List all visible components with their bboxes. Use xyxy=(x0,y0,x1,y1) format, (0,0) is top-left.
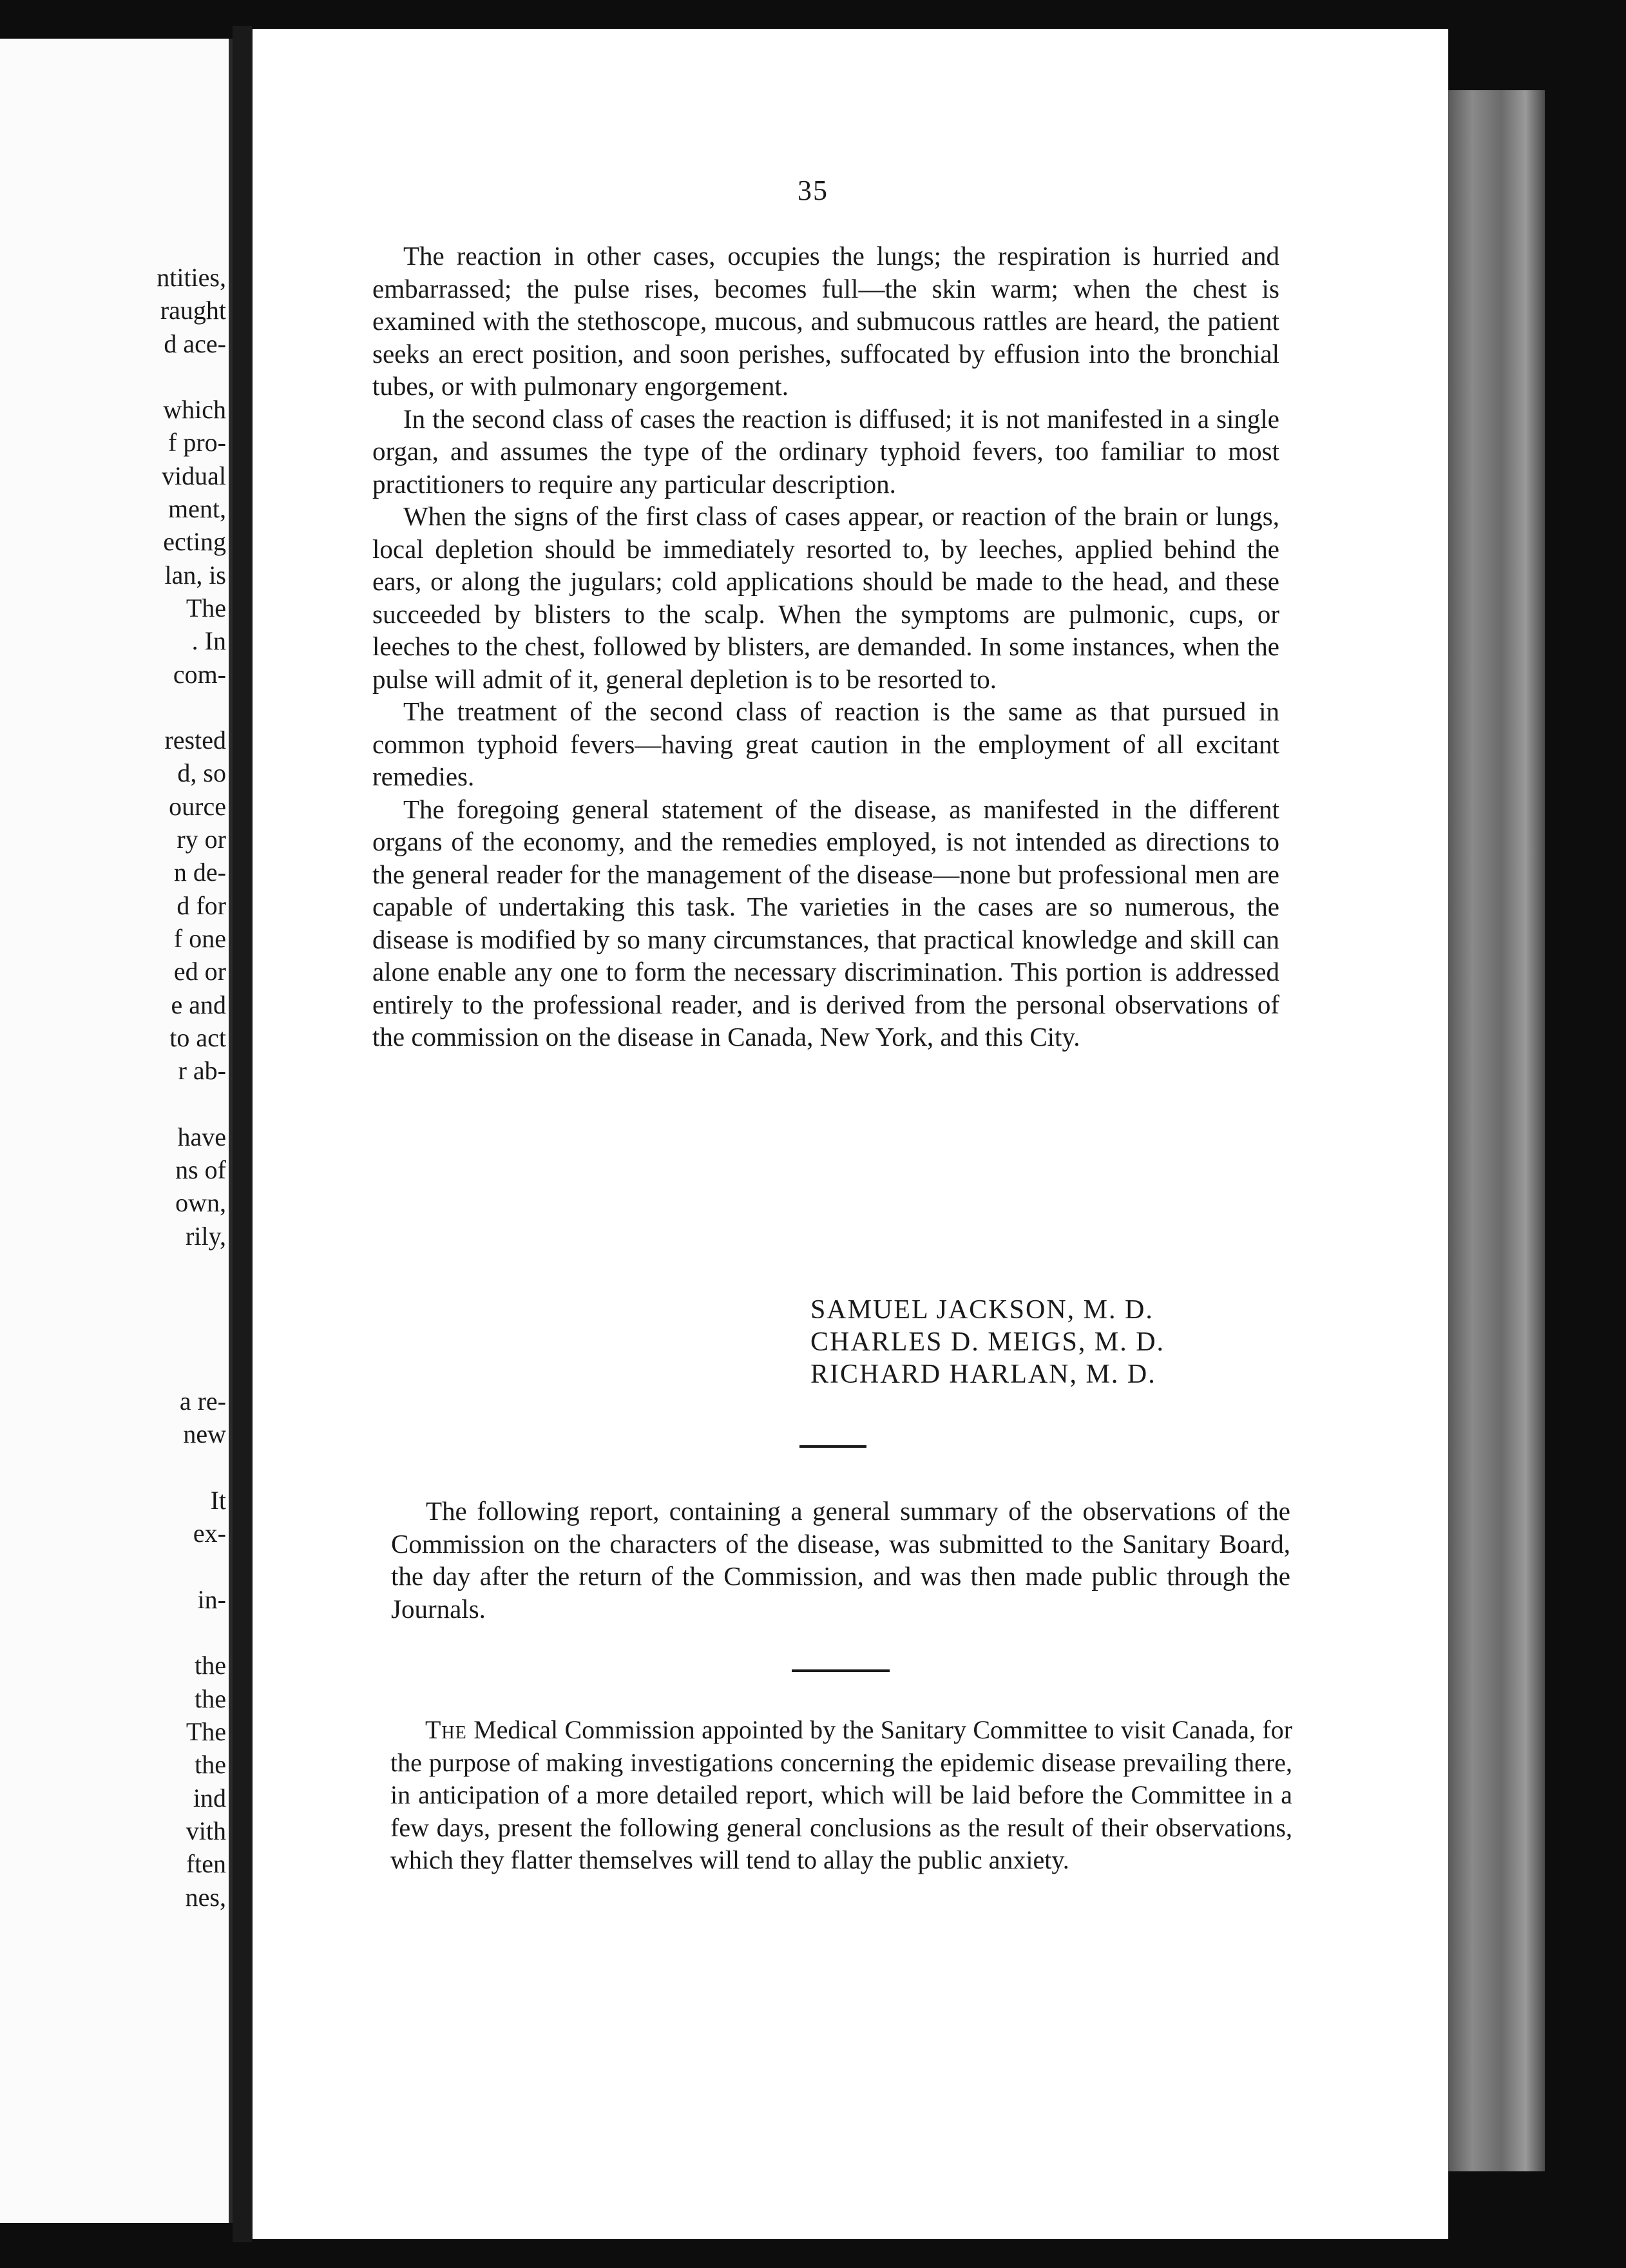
fragment-line: f one xyxy=(173,923,226,953)
fragment-line: ns of xyxy=(175,1155,226,1185)
fragment-line xyxy=(14,1285,226,1318)
commission-paragraph xyxy=(390,1714,1292,1877)
fragment-line: The xyxy=(186,593,226,622)
signature-block xyxy=(810,1294,1326,1390)
fragment-line: d, so xyxy=(177,758,226,788)
fragment-line: n de- xyxy=(173,858,226,887)
page-gutter xyxy=(233,26,252,2242)
fragment-line xyxy=(14,1616,226,1649)
paragraph: The treatment of the second class of reaction is the same as that pursued in common typhoid fevers—having great caution in the employment of all excitant remedies. xyxy=(372,697,1279,791)
signatory-name: SAMUEL JACKSON, M. D. xyxy=(810,1295,1154,1325)
fragment-line: ind xyxy=(193,1783,226,1812)
signatory-name: RICHARD HARLAN, M. D. xyxy=(810,1360,1156,1389)
fragment-line: a re- xyxy=(179,1387,226,1416)
paragraph: The foregoing general statement of the disease, as manifested in the different organs of the economy, and the remedies employed, is not intended as directions to the general reader for the management of the disease—none but professional men are capable of undertaking this task. The varieties in the cases are so numerous, the disease is modified by so many circumstances, that practical knowledge and skill can alone enable any one to form the necessary discrimination. This portion is addressed entirely to the professional reader, and is derived from the personal observations of the commission on the disease in Canada, New York, and this City. xyxy=(372,794,1279,1052)
fragment-line xyxy=(14,1253,226,1285)
commission-statement xyxy=(390,1714,1292,1877)
fragment-line: ntities, xyxy=(157,263,226,292)
fragment-line: vith xyxy=(186,1816,226,1845)
fragment-line: ex- xyxy=(193,1519,226,1548)
fragment-line: new xyxy=(183,1419,226,1449)
body-text xyxy=(372,240,1279,1053)
fragment-line: The xyxy=(186,1717,226,1747)
fragment-line: nes, xyxy=(185,1882,226,1912)
fragment-line: lan, is xyxy=(164,560,226,590)
fragment-line xyxy=(14,1550,226,1583)
fragment-line: raught xyxy=(160,296,226,325)
paragraph: The reaction in other cases, occupies the lungs; the respiration is hurried and embarrassed; the pulse rises, becomes full—the skin warm; when the chest is examined with the stethoscope, mucous, and submucous rattles are heard, the patient seeks an erect position, and soon perishes, suffocated by effusion into the bronchial tubes, or with pulmonary engorgement. xyxy=(372,241,1279,401)
fragment-line xyxy=(14,1319,226,1352)
fragment-line xyxy=(14,360,226,393)
fragment-line: ed or xyxy=(173,957,226,986)
page-edges xyxy=(1448,90,1545,2171)
fragment-line xyxy=(14,1352,226,1385)
fragment-line: com- xyxy=(173,659,226,689)
fragment-line xyxy=(14,1087,226,1120)
lead-word: The xyxy=(425,1715,467,1744)
page-number: 35 xyxy=(798,175,828,206)
fragment-line: ment, xyxy=(168,494,226,524)
fragment-line: . In xyxy=(191,626,226,656)
fragment-line: the xyxy=(195,1684,226,1713)
paragraph: When the signs of the first class of cases appear, or reaction of the brain or lungs, local depletion should be immediately resorted to, by leeches, applied behind the ears, or along the jugulars; cold applications should be made to the head, and these succeeded by blisters to the scalp. When the symptoms are pulmonic, cups, or leeches to the chest, followed by blisters, are demanded. In some instances, when the pulse will admit of it, general depletion is to be resorted to. xyxy=(372,501,1279,694)
fragment-line: e and xyxy=(171,990,226,1019)
fragment-line: the xyxy=(195,1651,226,1680)
fragment-line xyxy=(14,1451,226,1484)
fragment-line: d for xyxy=(177,890,226,920)
report-note xyxy=(391,1495,1290,1625)
facing-page-fragment xyxy=(0,39,233,2223)
paragraph: In the second class of cases the reaction is diffused; it is not manifested in a single organ, and assumes the type of the ordinary typhoid fevers, too familiar to most practitioners to require any particular description. xyxy=(372,403,1279,499)
fragment-line: f pro- xyxy=(168,428,226,457)
fragment-line: d ace- xyxy=(164,329,226,358)
fragment-line: ften xyxy=(186,1849,226,1879)
fragment-line: in- xyxy=(197,1584,226,1614)
fragment-line: which xyxy=(163,395,226,425)
fragment-line: ource xyxy=(169,791,226,821)
fragment-line: to act xyxy=(169,1023,226,1052)
commission-body: Medical Commission appointed by the Sanitary Committee to visit Canada, for the purpose of making investigations concerning the epidemic disease prevailing there, in anticipation of a more detailed report, which will be laid before the Committee in a few days, present the following general conclusions as the result of their observations, which they flatter themselves will tend to allay the public anxiety. xyxy=(390,1715,1293,1874)
section-rule xyxy=(792,1669,890,1672)
fragment-line: rested xyxy=(164,726,226,755)
fragment-line: vidual xyxy=(162,461,226,490)
fragment-line: the xyxy=(195,1750,226,1780)
section-rule xyxy=(799,1445,866,1448)
fragment-line: have xyxy=(177,1122,226,1151)
signatory-name: CHARLES D. MEIGS, M. D. xyxy=(810,1327,1165,1357)
fragment-line: own, xyxy=(175,1188,226,1218)
fragment-line: ry or xyxy=(177,825,226,854)
fragment-line: r ab- xyxy=(178,1056,226,1086)
note-paragraph: The following report, containing a general summary of the observations of the Commission on the characters of the disease, was submitted to the Sanitary Board, the day after the return of the Commission, and was then made public through the Journals. xyxy=(391,1496,1290,1624)
fragment-line xyxy=(14,691,226,724)
fragment-line: It xyxy=(210,1485,226,1515)
fragment-line: ecting xyxy=(163,527,226,557)
facing-page-text xyxy=(14,261,226,1914)
fragment-line: rily, xyxy=(186,1221,226,1251)
